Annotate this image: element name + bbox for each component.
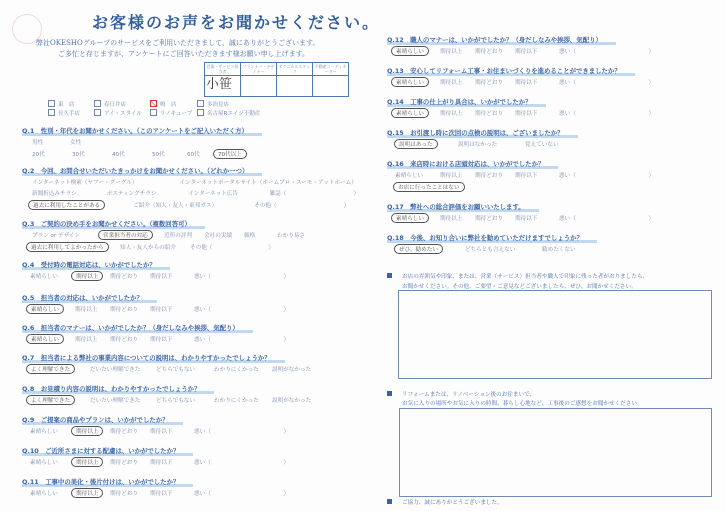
comment-prompt-2: リフォームまたは、リノベーション後のお住まいで、 (387, 390, 535, 398)
answer-option[interactable]: 50代 (152, 152, 165, 158)
answer-option[interactable]: 期待以下 (515, 80, 538, 86)
answer-option[interactable]: 素晴らしい (26, 334, 64, 344)
answer-option[interactable]: 素晴らしい (395, 173, 423, 179)
question-14-label: Q.14 工事の仕上がり具合は、いかがでしたか？ (387, 97, 546, 107)
answer-option[interactable]: 価格 (244, 233, 256, 239)
answer-option[interactable]: 期待どおり (110, 429, 138, 435)
answer-option[interactable]: 悪い（ ） (194, 491, 290, 497)
answer-option[interactable]: 期待どおり (110, 274, 138, 280)
answer-option[interactable]: 説明はあった (394, 139, 438, 149)
answer-option[interactable]: 説明がなかった (272, 398, 312, 404)
store-option[interactable] (94, 100, 126, 108)
answer-option[interactable]: ぜひ、勧めたい (394, 244, 443, 254)
answer-option[interactable]: 期待以上 (75, 307, 98, 313)
answer-option[interactable]: 過去に利用したことがある (28, 200, 105, 210)
answer-option[interactable]: 悪い（ ） (194, 460, 290, 466)
store-option[interactable] (197, 109, 260, 117)
checkbox-icon[interactable] (150, 100, 157, 107)
store-label: 春日井店 (104, 102, 127, 108)
answer-option[interactable]: わかりにくかった (214, 398, 259, 404)
question-6-label: Q.6 担当者のマナーは、いかがでしたか？（身だしなみや挨拶、気配り） (22, 323, 253, 333)
thanks-line: ご協力、誠にありがとうございました。 (387, 498, 503, 506)
question-17-label: Q.17 弊社への総合評価をお願いいたします。 (387, 202, 539, 212)
question-2-label: Q.2 今回、お問合せいただいたきっかけをお聞かせください。（どれか一つ） (22, 166, 262, 176)
staff-header-realestate: 不動産コーディネーター (313, 63, 349, 76)
answer-option[interactable]: 素晴らしい (391, 108, 429, 118)
checkbox-icon[interactable] (94, 109, 101, 116)
bullet-square-icon (387, 499, 392, 504)
answer-option[interactable]: 素晴らしい (30, 460, 58, 466)
staff-table (204, 62, 349, 97)
answer-option[interactable]: 素晴らしい (26, 304, 64, 314)
answer-option[interactable]: どちらとも言えない (465, 247, 516, 253)
answer-option[interactable]: 雑誌（ ） (269, 191, 360, 197)
answer-option[interactable]: わかり易さ (277, 233, 305, 239)
answer-option[interactable]: その他（ ） (190, 245, 274, 251)
answer-option[interactable]: ご紹介（知人・友人・東邦ガス） (133, 203, 218, 209)
answer-option[interactable]: 期待以下 (150, 307, 173, 313)
answer-option[interactable]: 期待以上 (71, 457, 103, 467)
answer-option[interactable]: 期待以上 (71, 271, 103, 281)
staff-signature[interactable]: 小笹 (205, 76, 241, 97)
staff-header-technical: テクニカルスタッフ (277, 63, 313, 76)
question-9-label: Q.9 ご提案の商品やプランは、いかがでしたか？ (22, 415, 183, 425)
answer-option[interactable]: 期待以下 (515, 49, 538, 55)
answer-option[interactable]: 悪い（ ） (194, 429, 290, 435)
answer-option[interactable]: 悪い（ ） (559, 49, 655, 55)
question-5-label: Q.5 担当者の対応は、いかがでしたか？ (22, 293, 157, 303)
answer-option[interactable]: 期待以上 (440, 173, 463, 179)
answer-option[interactable]: 素晴らしい (30, 429, 58, 435)
answer-option[interactable]: 期待以上 (440, 111, 463, 117)
answer-option[interactable]: 説明がなかった (272, 367, 312, 373)
answer-option[interactable]: 期待どおり (475, 111, 503, 117)
answer-option[interactable]: 期待以下 (150, 337, 173, 343)
answer-option[interactable]: 悪い（ ） (559, 111, 655, 117)
answer-option[interactable]: どちらでもない (156, 367, 196, 373)
answer-option[interactable]: 期待以上 (71, 488, 103, 498)
answer-option[interactable]: 悪い（ ） (559, 173, 655, 179)
store-label: 名古屋Rエイジ不動産 (207, 111, 261, 117)
answer-option[interactable]: 悪い（ ） (194, 337, 290, 343)
answer-option[interactable]: インターネットポータルサイト（ホームプロ・スーモ・アットホーム） (179, 180, 357, 186)
staff-cell-realestate[interactable] (313, 76, 349, 97)
answer-option[interactable]: 勧めたくない (542, 247, 576, 253)
store-option[interactable] (197, 100, 229, 108)
checkbox-icon[interactable] (150, 109, 157, 116)
question-7-label: Q.7 担当者による弊社の事業内容についての説明は、わかりやすかったでしょうか？ (22, 353, 285, 363)
checkbox-icon[interactable] (94, 100, 101, 107)
answer-option[interactable]: 期待どおり (475, 173, 503, 179)
answer-option[interactable]: 期待以下 (150, 274, 173, 280)
intro-line-1: 弊社OKESHOグループのサービスをご利用いただきまして、誠にありがとうございます。 (36, 39, 320, 47)
answer-option[interactable]: 期待以上 (71, 426, 103, 436)
answer-option[interactable]: 男性 (32, 140, 44, 146)
store-label: 東 店 (58, 102, 75, 108)
answer-option[interactable]: 素晴らしい (30, 274, 58, 280)
store-option[interactable] (48, 109, 80, 117)
answer-option[interactable]: 悪い（ ） (559, 216, 655, 222)
answer-option[interactable]: どちらでもない (156, 398, 196, 404)
staff-cell-planner[interactable] (241, 76, 277, 97)
bullet-square-icon (387, 391, 392, 396)
answer-option[interactable]: 期待以上 (440, 80, 463, 86)
answer-option[interactable]: 40代 (112, 152, 125, 158)
intro-line-2: ご多忙と存じますが、アンケートにご回答いただきます様お願い申し上げます。 (58, 50, 310, 58)
bullet-square-icon (387, 273, 392, 278)
answer-option[interactable]: 期待どおり (475, 80, 503, 86)
question-12-label: Q.12 職人のマナーは、いかがでしたか？（身だしなみや挨拶、気配り） (387, 35, 616, 45)
answer-option[interactable]: よく理解できた (26, 364, 75, 374)
store-option[interactable] (48, 100, 75, 108)
checkbox-icon[interactable] (48, 109, 55, 116)
question-4-label: Q.4 受付時の電話対応は、いかがでしたか？ (22, 260, 170, 270)
checkbox-icon[interactable] (197, 109, 204, 116)
answer-option[interactable]: 素晴らしい (30, 491, 58, 497)
answer-option[interactable]: 知人・友人からの紹介 (120, 245, 176, 251)
answer-option[interactable]: 60代 (187, 152, 200, 158)
answer-option[interactable]: 素晴らしい (391, 213, 429, 223)
answer-option[interactable]: わかりにくかった (214, 367, 259, 373)
answer-option[interactable]: 20代 (32, 152, 45, 158)
comment-prompt-2-line2: お気に入りの場所やお気に入りの時間、暮らし心地など、工事後のご感想をお聞かせください。 (402, 401, 643, 407)
question-13-label: Q.13 安心してリフォーム工事・お住まいづくりを進めることができましたか？ (387, 66, 635, 76)
answer-option[interactable]: 期待どおり (110, 307, 138, 313)
comment-box-2[interactable] (399, 408, 712, 497)
answer-option[interactable]: 覚えていない (525, 142, 559, 148)
question-8-label: Q.8 お見積り内容の説明は、わかりやすかったでしょうか？ (22, 384, 214, 394)
answer-option[interactable]: 期待以下 (150, 460, 173, 466)
checkbox-icon[interactable] (197, 100, 204, 107)
question-3-label: Q.3 ご契約の決め手をお聞かせください。（複数回答可） (22, 219, 205, 229)
staff-cell-technical[interactable] (277, 76, 313, 97)
answer-option[interactable]: お店に行ったことはない (393, 182, 465, 192)
answer-option[interactable]: 素晴らしい (391, 77, 429, 87)
answer-option[interactable]: 期待以下 (515, 111, 538, 117)
store-label: 鳴 店 (160, 102, 177, 108)
staff-header-sales: 営業・サービス担当者 (206, 64, 239, 74)
answer-option[interactable]: 期待どおり (110, 491, 138, 497)
question-18-label: Q.18 今後、お知り合いに弊社を勧めていただけますでしょうか？ (387, 233, 597, 243)
answer-option[interactable]: だいたい理解できた (90, 367, 141, 373)
answer-option[interactable]: 素晴らしい (391, 46, 429, 56)
answer-option[interactable]: インターネット広告 (188, 191, 239, 197)
answer-option[interactable]: 期待以下 (515, 173, 538, 179)
store-option[interactable] (150, 100, 177, 108)
answer-option[interactable]: 30代 (72, 152, 85, 158)
staff-header-planner: プランナー・デザイナー (242, 64, 275, 74)
store-label: 長久手店 (58, 111, 81, 117)
question-11-label: Q.11 工事中の美化・後片付けは、いかがでしたか？ (22, 477, 193, 487)
answer-option[interactable]: 期待以上 (75, 337, 98, 343)
answer-option[interactable]: 悪い（ ） (559, 80, 655, 86)
comment-box-1[interactable] (398, 290, 712, 379)
answer-option[interactable]: よく理解できた (26, 395, 75, 405)
answer-option[interactable]: 期待どおり (110, 337, 138, 343)
answer-option[interactable]: プラン or デザイン (32, 233, 81, 239)
question-15-label: Q.15 お引渡し時に次回の点検の説明は、ございましたか？ (387, 128, 578, 138)
answer-option[interactable]: 期待どおり (110, 460, 138, 466)
store-label: 多治見店 (207, 102, 230, 108)
answer-option[interactable]: 女性 (70, 140, 82, 146)
store-option[interactable] (150, 109, 192, 117)
answer-option[interactable]: 期待以下 (150, 429, 173, 435)
comment-prompt-1: お店の雰囲気や印象、または、営業（サービス）担当者や職人で印象に残った者がおりましたら、 (387, 272, 648, 280)
store-option[interactable] (94, 109, 142, 117)
answer-option[interactable]: 70代以上 (213, 149, 247, 159)
answer-option[interactable]: 期待どおり (475, 49, 503, 55)
answer-option[interactable]: 会社の実績 (204, 233, 232, 239)
answer-option[interactable]: その他（ ） (254, 203, 350, 209)
answer-option[interactable]: 新聞折込みチラシ (32, 191, 77, 197)
answer-option[interactable]: 営業担当者の対応 (98, 230, 153, 240)
comment-prompt-1-line2: お聞かせください。その他、ご要望・ご意見などございましたら、ぜひ、お聞かせください。 (402, 284, 637, 290)
question-16-label: Q.16 来店時における店頭対応は、いかがでしたか？ (387, 159, 558, 169)
answer-option[interactable]: 期待以下 (515, 216, 538, 222)
answer-option[interactable]: 期待どおり (475, 216, 503, 222)
answer-option[interactable]: 悪い（ ） (194, 307, 290, 313)
store-label: アイ・スタイル (104, 111, 142, 117)
answer-option[interactable]: 説明はなかった (458, 142, 498, 148)
question-10-label: Q.10 ご近所さまに対する配慮は、いかがでしたか？ (22, 446, 193, 456)
question-1-label: Q.1 性別・年代をお聞かせください。（このアンケートをご記入いただく方） (22, 126, 262, 136)
page-title: お客様のお声をお聞かせください。 (92, 13, 381, 32)
store-label: リノキューブ (160, 111, 193, 117)
answer-option[interactable]: インターネット検索（ヤフー・グーグル） (32, 180, 138, 186)
answer-option[interactable]: ポスティングチラシ (106, 191, 157, 197)
answer-option[interactable]: 悪い（ ） (194, 274, 290, 280)
answer-option[interactable]: だいたい理解できた (90, 398, 141, 404)
answer-option[interactable]: 近所の評判 (164, 233, 192, 239)
answer-option[interactable]: 過去に利用してよかったから (26, 242, 109, 252)
answer-option[interactable]: 期待以上 (440, 49, 463, 55)
answer-option[interactable]: 期待以上 (440, 216, 463, 222)
checkbox-icon[interactable] (48, 100, 55, 107)
answer-option[interactable]: 期待以下 (150, 491, 173, 497)
